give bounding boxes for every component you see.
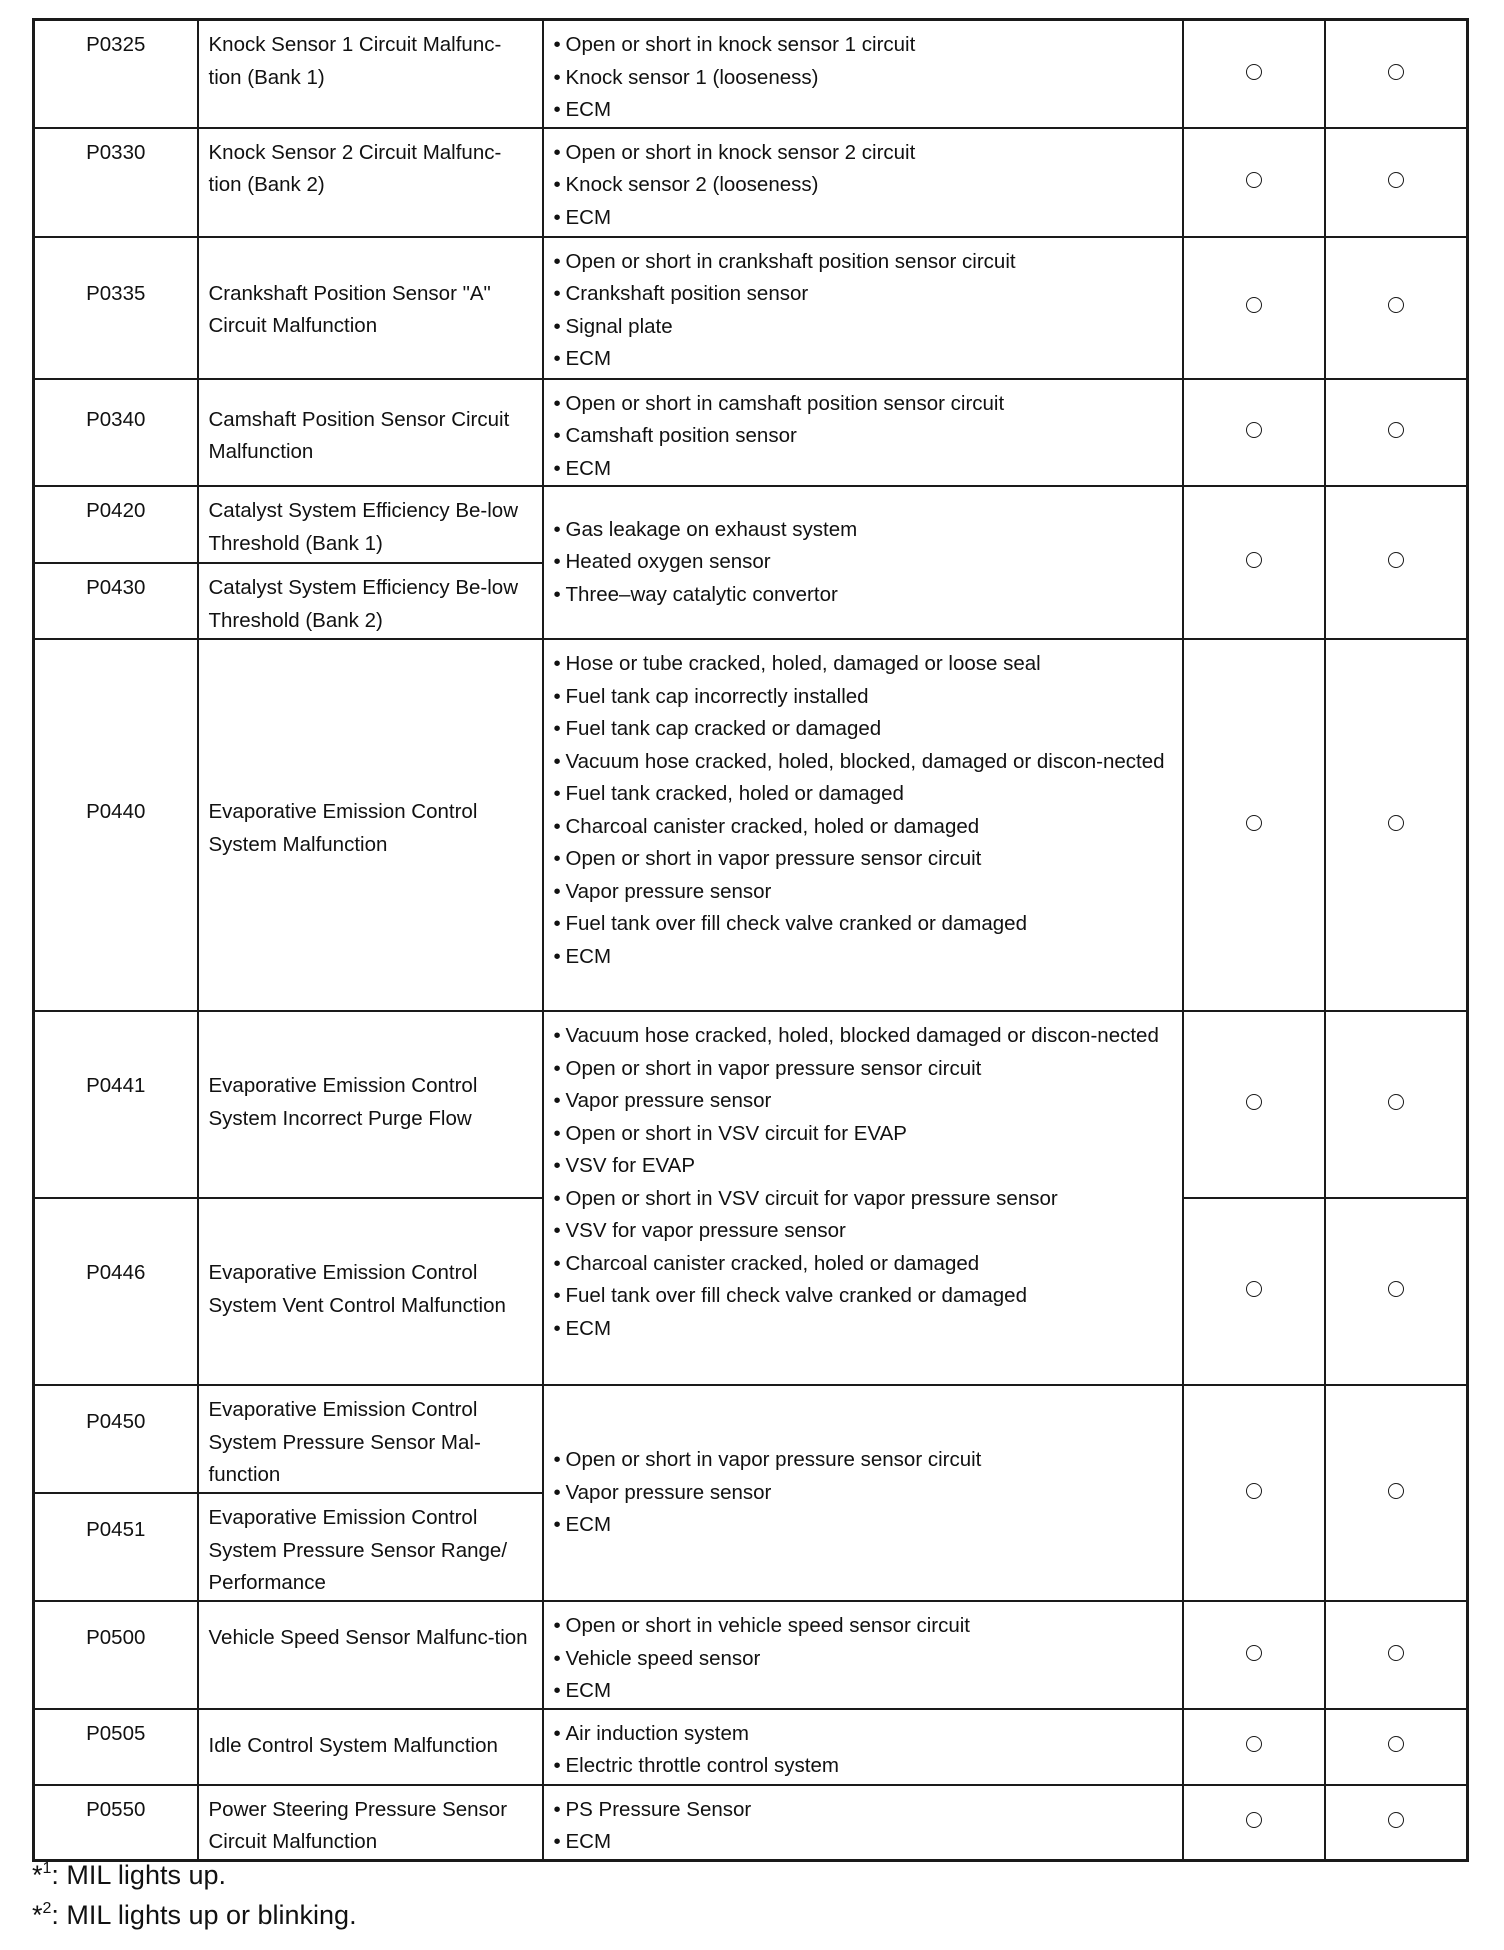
- circle-mark-icon: [1246, 552, 1262, 568]
- memory-mark-cell: [1325, 1785, 1468, 1861]
- detection-item: Catalyst System Efficiency Be-low Threshold (Bank 1): [198, 486, 543, 563]
- circle-mark-icon: [1246, 1812, 1262, 1828]
- table-row: [34, 237, 1468, 379]
- trouble-area: [543, 486, 1183, 639]
- footnotes: [32, 1855, 357, 1935]
- trouble-area: [543, 1385, 1183, 1601]
- dtc-code: P0451: [34, 1493, 198, 1601]
- cause-item: • Crankshaft position sensor: [554, 278, 1176, 311]
- cause-item: • Open or short in VSV circuit for EVAP: [554, 1118, 1176, 1151]
- cause-item: • Open or short in vehicle speed sensor circuit: [554, 1610, 1176, 1643]
- dtc-code: P0340: [34, 379, 198, 487]
- dtc-code: P0500: [34, 1601, 198, 1709]
- memory-mark-cell: [1325, 1385, 1468, 1601]
- mil-mark-cell: [1183, 1709, 1325, 1785]
- table-row: [34, 1785, 1468, 1861]
- dtc-table: [32, 18, 1469, 1862]
- footnote: [32, 1895, 357, 1935]
- detection-item: Vehicle Speed Sensor Malfunc-tion: [198, 1601, 543, 1709]
- cause-item: • Vapor pressure sensor: [554, 1085, 1176, 1118]
- table-row: [34, 486, 1468, 563]
- footnote: [32, 1855, 357, 1895]
- mil-mark-cell: [1183, 20, 1325, 128]
- circle-mark-icon: [1246, 1281, 1262, 1297]
- circle-mark-icon: [1388, 815, 1404, 831]
- cause-item: • Fuel tank cap incorrectly installed: [554, 681, 1176, 714]
- trouble-area: [543, 128, 1183, 237]
- memory-mark-cell: [1325, 1601, 1468, 1709]
- detection-item: Evaporative Emission Control System Malfunction: [198, 639, 543, 1011]
- circle-mark-icon: [1246, 297, 1262, 313]
- circle-mark-icon: [1388, 1281, 1404, 1297]
- footnote-text: : MIL lights up.: [51, 1860, 226, 1890]
- circle-mark-icon: [1246, 1736, 1262, 1752]
- detection-item: Camshaft Position Sensor Circuit Malfunction: [198, 379, 543, 487]
- footnote-mark: *: [32, 1860, 43, 1890]
- detection-item: Evaporative Emission Control System Pressure Sensor Mal-function: [198, 1385, 543, 1493]
- cause-item: • Signal plate: [554, 311, 1176, 344]
- cause-item: • Air induction system: [554, 1718, 1176, 1751]
- cause-item: • Vacuum hose cracked, holed, blocked, damaged or discon-nected: [554, 746, 1176, 779]
- trouble-area: [543, 1709, 1183, 1785]
- mil-mark-cell: [1183, 237, 1325, 379]
- memory-mark-cell: [1325, 20, 1468, 128]
- memory-mark-cell: [1325, 1011, 1468, 1198]
- dtc-code: P0330: [34, 128, 198, 237]
- cause-item: • Vacuum hose cracked, holed, blocked damaged or discon-nected: [554, 1020, 1176, 1053]
- cause-item: • Vapor pressure sensor: [554, 1477, 1176, 1510]
- circle-mark-icon: [1246, 64, 1262, 80]
- trouble-area: [543, 1601, 1183, 1709]
- table-row: [34, 20, 1468, 128]
- detection-item: Power Steering Pressure Sensor Circuit Malfunction: [198, 1785, 543, 1861]
- cause-item: • ECM: [554, 94, 1176, 127]
- circle-mark-icon: [1388, 172, 1404, 188]
- trouble-area: [543, 639, 1183, 1011]
- mil-mark-cell: [1183, 128, 1325, 237]
- cause-item: • Gas leakage on exhaust system: [554, 514, 1176, 547]
- memory-mark-cell: [1325, 379, 1468, 487]
- table-row: [34, 1385, 1468, 1493]
- footnote-text: : MIL lights up or blinking.: [51, 1900, 357, 1930]
- mil-mark-cell: [1183, 1785, 1325, 1861]
- mil-mark-cell: [1183, 1385, 1325, 1601]
- dtc-code: P0450: [34, 1385, 198, 1493]
- memory-mark-cell: [1325, 486, 1468, 639]
- detection-item: Evaporative Emission Control System Incorrect Purge Flow: [198, 1011, 543, 1198]
- footnote-number: 2: [42, 1900, 52, 1917]
- memory-mark-cell: [1325, 1709, 1468, 1785]
- cause-item: • Fuel tank over fill check valve cranked or damaged: [554, 908, 1176, 941]
- dtc-code: P0505: [34, 1709, 198, 1785]
- mil-mark-cell: [1183, 379, 1325, 487]
- dtc-code: P0325: [34, 20, 198, 128]
- dtc-code: P0446: [34, 1198, 198, 1385]
- detection-item: Evaporative Emission Control System Pressure Sensor Range/ Performance: [198, 1493, 543, 1601]
- mil-mark-cell: [1183, 1198, 1325, 1385]
- cause-item: • Fuel tank over fill check valve cranked or damaged: [554, 1280, 1176, 1313]
- circle-mark-icon: [1388, 552, 1404, 568]
- detection-item: Knock Sensor 1 Circuit Malfunc-tion (Bank 1): [198, 20, 543, 128]
- circle-mark-icon: [1388, 1645, 1404, 1661]
- circle-mark-icon: [1388, 297, 1404, 313]
- cause-item: • ECM: [554, 1313, 1176, 1346]
- circle-mark-icon: [1246, 815, 1262, 831]
- cause-item: • ECM: [554, 343, 1176, 376]
- detection-item: Idle Control System Malfunction: [198, 1709, 543, 1785]
- detection-item: Knock Sensor 2 Circuit Malfunc-tion (Bank 2): [198, 128, 543, 237]
- cause-item: • VSV for vapor pressure sensor: [554, 1215, 1176, 1248]
- memory-mark-cell: [1325, 1198, 1468, 1385]
- cause-item: • VSV for EVAP: [554, 1150, 1176, 1183]
- dtc-code: P0441: [34, 1011, 198, 1198]
- cause-item: • Camshaft position sensor: [554, 420, 1176, 453]
- cause-item: • PS Pressure Sensor: [554, 1794, 1176, 1827]
- cause-item: • ECM: [554, 1826, 1176, 1859]
- cause-item: • Fuel tank cap cracked or damaged: [554, 713, 1176, 746]
- cause-item: • Knock sensor 2 (looseness): [554, 169, 1176, 202]
- cause-item: • Open or short in camshaft position sensor circuit: [554, 388, 1176, 421]
- dtc-table-sheet: [32, 18, 1466, 1862]
- table-row: [34, 1601, 1468, 1709]
- cause-item: • Electric throttle control system: [554, 1750, 1176, 1783]
- detection-item: Evaporative Emission Control System Vent Control Malfunction: [198, 1198, 543, 1385]
- circle-mark-icon: [1246, 422, 1262, 438]
- cause-item: • Open or short in vapor pressure sensor circuit: [554, 1444, 1176, 1477]
- circle-mark-icon: [1246, 1094, 1262, 1110]
- cause-item: • Open or short in vapor pressure sensor circuit: [554, 843, 1176, 876]
- circle-mark-icon: [1388, 422, 1404, 438]
- circle-mark-icon: [1388, 1736, 1404, 1752]
- cause-item: • Open or short in crankshaft position sensor circuit: [554, 246, 1176, 279]
- table-row: [34, 1709, 1468, 1785]
- cause-item: • Hose or tube cracked, holed, damaged or loose seal: [554, 648, 1176, 681]
- cause-item: • ECM: [554, 941, 1176, 974]
- cause-item: • Fuel tank cracked, holed or damaged: [554, 778, 1176, 811]
- cause-item: • Open or short in vapor pressure sensor circuit: [554, 1053, 1176, 1086]
- dtc-code: P0335: [34, 237, 198, 379]
- cause-item: • Open or short in VSV circuit for vapor pressure sensor: [554, 1183, 1176, 1216]
- mil-mark-cell: [1183, 486, 1325, 639]
- cause-item: • ECM: [554, 1675, 1176, 1708]
- circle-mark-icon: [1246, 1483, 1262, 1499]
- dtc-code: P0430: [34, 563, 198, 639]
- circle-mark-icon: [1388, 1483, 1404, 1499]
- circle-mark-icon: [1246, 1645, 1262, 1661]
- table-row: [34, 379, 1468, 487]
- memory-mark-cell: [1325, 237, 1468, 379]
- cause-item: • Vapor pressure sensor: [554, 876, 1176, 909]
- cause-item: • Heated oxygen sensor: [554, 546, 1176, 579]
- mil-mark-cell: [1183, 639, 1325, 1011]
- circle-mark-icon: [1246, 172, 1262, 188]
- memory-mark-cell: [1325, 128, 1468, 237]
- trouble-area: [543, 237, 1183, 379]
- cause-item: • Three–way catalytic convertor: [554, 579, 1176, 612]
- cause-item: • ECM: [554, 453, 1176, 486]
- cause-item: • Charcoal canister cracked, holed or damaged: [554, 811, 1176, 844]
- table-row: [34, 1011, 1468, 1198]
- dtc-code: P0440: [34, 639, 198, 1011]
- detection-item: Catalyst System Efficiency Be-low Threshold (Bank 2): [198, 563, 543, 639]
- cause-item: • Open or short in knock sensor 2 circuit: [554, 137, 1176, 170]
- circle-mark-icon: [1388, 64, 1404, 80]
- table-row: [34, 639, 1468, 1011]
- dtc-code: P0420: [34, 486, 198, 563]
- dtc-code: P0550: [34, 1785, 198, 1861]
- circle-mark-icon: [1388, 1094, 1404, 1110]
- trouble-area: [543, 1011, 1183, 1385]
- trouble-area: [543, 20, 1183, 128]
- trouble-area: [543, 379, 1183, 487]
- detection-item: Crankshaft Position Sensor "A" Circuit Malfunction: [198, 237, 543, 379]
- cause-item: • Charcoal canister cracked, holed or damaged: [554, 1248, 1176, 1281]
- cause-item: • Open or short in knock sensor 1 circuit: [554, 29, 1176, 62]
- circle-mark-icon: [1388, 1812, 1404, 1828]
- cause-item: • Vehicle speed sensor: [554, 1643, 1176, 1676]
- trouble-area: [543, 1785, 1183, 1861]
- mil-mark-cell: [1183, 1601, 1325, 1709]
- mil-mark-cell: [1183, 1011, 1325, 1198]
- footnote-mark: *: [32, 1900, 43, 1930]
- cause-item: • ECM: [554, 202, 1176, 235]
- memory-mark-cell: [1325, 639, 1468, 1011]
- table-row: [34, 128, 1468, 237]
- footnote-number: 1: [42, 1860, 52, 1877]
- cause-item: • Knock sensor 1 (looseness): [554, 62, 1176, 95]
- cause-item: • ECM: [554, 1509, 1176, 1542]
